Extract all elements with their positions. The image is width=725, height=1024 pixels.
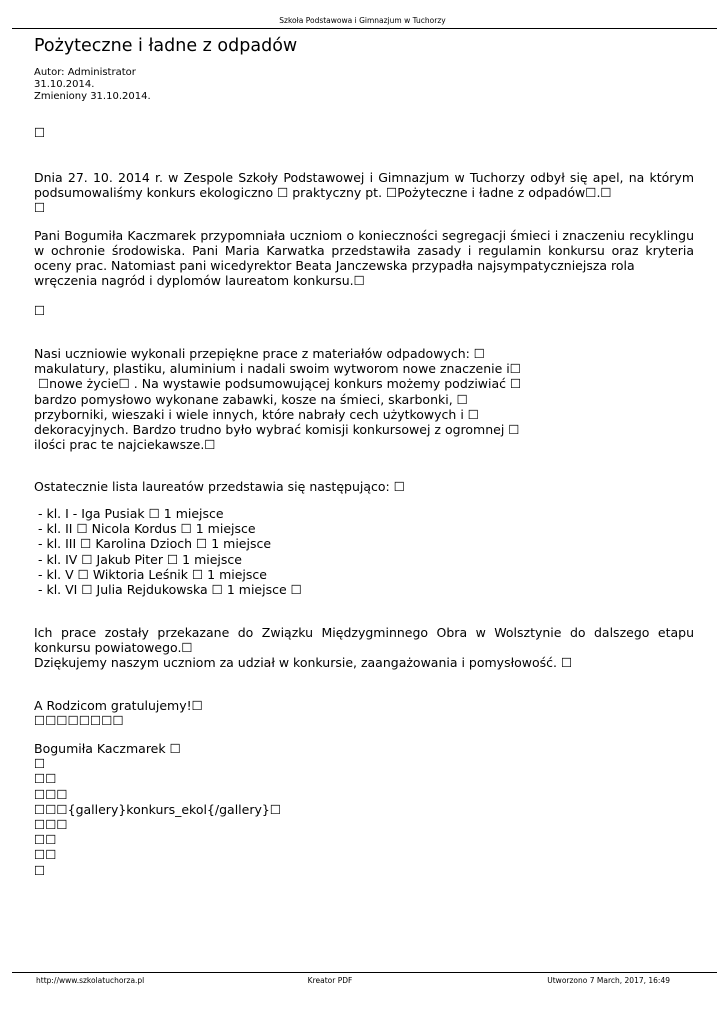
list-item: - kl. V ☐ Wiktoria Leśnik ☐ 1 miejsce <box>34 566 267 582</box>
author-line: Autor: Administrator <box>34 67 136 78</box>
winners-list <box>34 506 694 597</box>
paragraph-intro <box>34 170 694 185</box>
text-line: ☐nowe życie☐ . Na wystawie podsumowującej konkurs możemy podziwiać ☐ <box>34 376 522 392</box>
text-line: ☐☐☐ <box>34 817 68 833</box>
text-line: Nasi uczniowie wykonali przepiękne prace z materiałów odpadowych: ☐ <box>34 346 486 361</box>
header-rule <box>12 28 717 29</box>
text-line: wręczenia nagród i dyplomów laureatom konkursu.☐ <box>34 273 365 289</box>
text-line: ☐☐☐☐☐☐☐☐ <box>34 713 124 729</box>
list-item: - kl. IV ☐ Jakub Piter ☐ 1 miejsce <box>34 551 242 567</box>
article-meta <box>34 67 151 103</box>
text-line: Dnia 27. 10. 2014 r. w Zespole Szkoły Podstawowej i Gimnazjum w Tuchorzy odbył się apel, na którym <box>34 170 694 185</box>
text-line: oceny prac. Natomiast pani wicedyrektor Beata Janczewska przypadła najsympatyczniejsza rola <box>34 258 635 273</box>
paragraph-teachers <box>34 228 694 258</box>
footer-rule <box>12 972 717 973</box>
text-line: Ostatecznie lista laureatów przedstawia się następująco: ☐ <box>34 479 405 494</box>
article-title: Pożyteczne i ładne z odpadów <box>34 36 298 56</box>
text-line: ☐ <box>34 125 46 140</box>
text-line: ilości prac te najciekawsze.☐ <box>34 437 216 453</box>
placeholder-box-2 <box>34 303 694 318</box>
text-line: podsumowaliśmy konkurs ekologiczno ☐ praktyczny pt. ☐Pożyteczne i ładne z odpadów☐.☐ <box>34 185 612 200</box>
modified-line: Zmieniony 31.10.2014. <box>34 91 151 102</box>
text-line: A Rodzicom gratulujemy!☐ <box>34 698 203 713</box>
text-line: ☐☐ <box>34 771 57 787</box>
text-line: dekoracyjnych. Bardzo trudno było wybrać komisji konkursowej z ogromnej ☐ <box>34 422 520 438</box>
paragraph-works <box>34 346 694 452</box>
text-line: ☐☐ <box>34 832 57 848</box>
text-line: bardzo pomysłowo wykonane zabawki, kosze na śmieci, skarbonki, ☐ <box>34 391 468 407</box>
text-line: Pani Bogumiła Kaczmarek przypomniała uczniom o konieczności segregacji śmieci i znaczeniu recyklingu <box>34 228 694 243</box>
text-line: Ich prace zostały przekazane do Związku Międzygminnego Obra w Wolsztynie do dalszego etapu <box>34 625 694 640</box>
created-date: 31.10.2014. <box>34 79 95 90</box>
footer-url: http://www.szkolatuchorza.pl <box>36 976 145 985</box>
text-line: Dziękujemy naszym uczniom za udział w konkursie, zaangażowania i pomysłowość. ☐ <box>34 655 573 671</box>
text-line: ☐☐ <box>34 847 57 863</box>
paragraph-forwarded-cont <box>34 640 694 670</box>
text-line: w ochronie środowiska. Pani Maria Karwatka przedstawiła zasady i regulamin konkursu oraz kryteria <box>34 243 694 259</box>
text-line: ☐ <box>34 200 46 216</box>
list-item: - kl. III ☐ Karolina Dzioch ☐ 1 miejsce <box>34 536 272 552</box>
text-line: ☐ <box>34 303 46 318</box>
signature-name: Bogumiła Kaczmarek ☐ <box>34 741 181 756</box>
text-line: makulatury, plastiku, aluminium i nadali swoim wytworom nowe znaczenie i☐ <box>34 361 521 377</box>
text-line: przyborniki, wieszaki i wiele innych, które nabrały cech użytkowych i ☐ <box>34 406 479 422</box>
footer-generator: Kreator PDF <box>307 976 353 985</box>
paragraph-forwarded <box>34 625 694 640</box>
placeholder-box-1 <box>34 125 694 140</box>
list-item: - kl. I - Iga Pusiak ☐ 1 miejsce <box>34 506 224 521</box>
footer-created: Utworzono 7 March, 2017, 16:49 <box>547 976 670 985</box>
gallery-tag-line: ☐☐☐{gallery}konkurs_ekol{/gallery}☐ <box>34 801 282 817</box>
list-item: - kl. II ☐ Nicola Kordus ☐ 1 miejsce <box>34 521 256 537</box>
signature-block <box>34 741 694 878</box>
paragraph-winners-intro <box>34 479 694 494</box>
text-line: ☐ <box>34 756 46 772</box>
text-line: ☐☐☐ <box>34 786 68 802</box>
text-line: ☐ <box>34 862 46 878</box>
paragraph-parents <box>34 698 694 728</box>
paragraph-intro-cont <box>34 185 694 215</box>
list-item: - kl. VI ☐ Julia Rejdukowska ☐ 1 miejsce ☐ <box>34 582 302 598</box>
paragraph-teachers-cont <box>34 258 694 288</box>
text-line: konkursu powiatowego.☐ <box>34 640 193 655</box>
page-header: Szkoła Podstawowa i Gimnazjum w Tuchorzy <box>279 16 446 25</box>
